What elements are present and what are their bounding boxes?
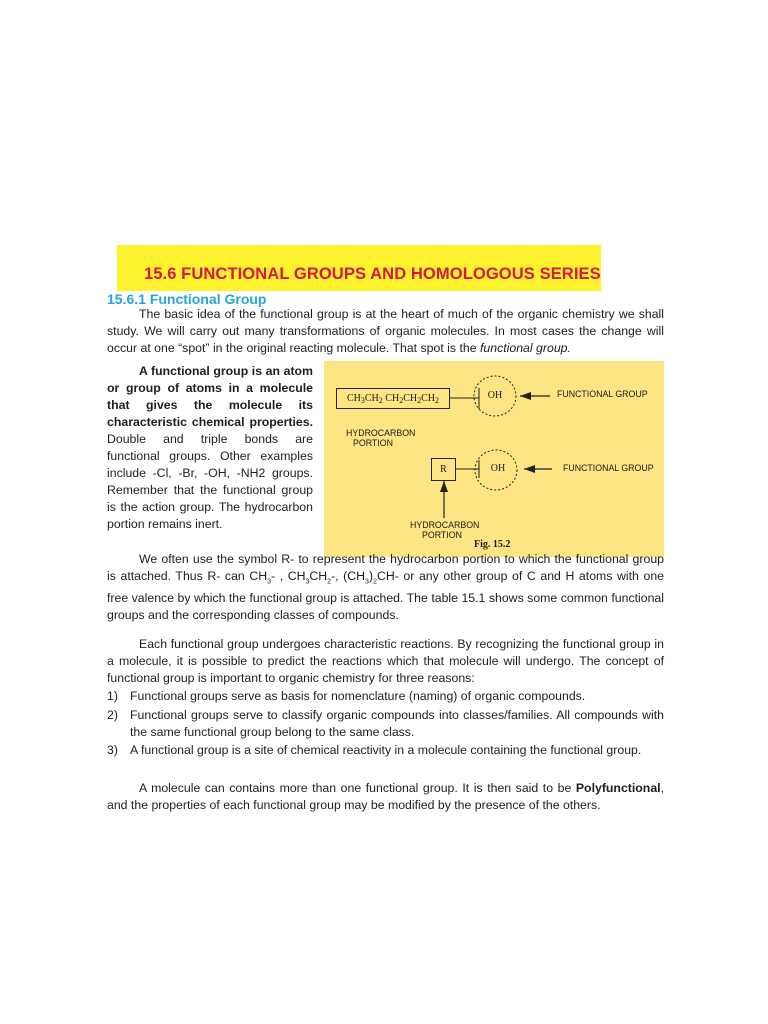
oh-label-bottom: OH [490, 463, 506, 474]
polyfunctional-term: Polyfunctional [575, 781, 661, 795]
intro-paragraph [107, 306, 664, 357]
figure-caption: Fig. 15.2 [474, 539, 511, 550]
hydrocarbon-chain-box: $CH_3CH_2$ $CH_2CH_2CH_2$ [336, 388, 450, 409]
definition-paragraph [107, 363, 313, 533]
functional-group-label-top: FUNCTIONAL GROUP [557, 389, 648, 399]
oh-label-top: OH [487, 390, 503, 401]
hydrocarbon-label-top-line2: PORTION [353, 438, 393, 448]
hydrocarbon-label-top-line1: HYDROCARBON [346, 428, 416, 438]
figure-15-2 [324, 361, 664, 557]
subsection-title: 15.6.1 Functional Group [107, 291, 267, 307]
list-item: 2) Functional groups serve to classify organic compounds into classes/families. All compounds with the same functional group belong to the same class. [107, 707, 664, 739]
definition-rest-text: Double and triple bonds are functional groups. Other examples include -Cl, -Br, -OH, -NH2 groups. Remember that the functional group is the action group. The hydrocarbon portion remains inert. [107, 432, 313, 531]
reasons-list [107, 688, 664, 761]
reactions-paragraph: Each functional group undergoes characteristic reactions. By recognizing the functional group in a molecule, it is possible to predict the reactions which that molecule will undergo. The concept of functional group is important to organic chemistry for three reasons: [107, 637, 664, 685]
r-group-box: R [431, 458, 456, 481]
section-title: 15.6 FUNCTIONAL GROUPS AND HOMOLOGOUS SERIES [144, 264, 601, 283]
hydrocarbon-label-bottom-line1: HYDROCARBON [410, 520, 480, 530]
hydrocarbon-label-bottom-line2: PORTION [422, 530, 462, 540]
r-symbol-paragraph: We often use the symbol R- to represent the hydrocarbon portion to which the functional group is attached. Thus R- can $CH_3-$ , $CH_3CH_2-$, $(CH_3)_2CH-$ or any other group of C and H atoms with one free valence by which the functional group is attached. The table 15.1 shows some common functional groups and the corresponding classes of compounds. [107, 552, 664, 623]
definition-bold-text: A functional group is an atom or group of atoms in a molecule that gives the molecule its characteristic chemical properties. [107, 364, 313, 429]
functional-group-label-bottom: FUNCTIONAL GROUP [563, 463, 654, 473]
list-item: 1) Functional groups serve as basis for nomenclature (naming) of organic compounds. [107, 689, 586, 703]
intro-text: The basic idea of the functional group is at the heart of much of the organic chemistry we shall study. We will carry out many transformations of organic molecules. In most cases the change will occur at one “spot” in the original reacting molecule. That spot is the [107, 307, 664, 355]
polyfunctional-paragraph: A molecule can contains more than one functional group. It is then said to be Polyfunctional, and the properties of each functional group may be modified by the presence of the others. [107, 781, 664, 812]
intro-italic-term: functional group. [479, 341, 571, 355]
list-item: 3) A functional group is a site of chemical reactivity in a molecule containing the functional group. [107, 743, 642, 757]
